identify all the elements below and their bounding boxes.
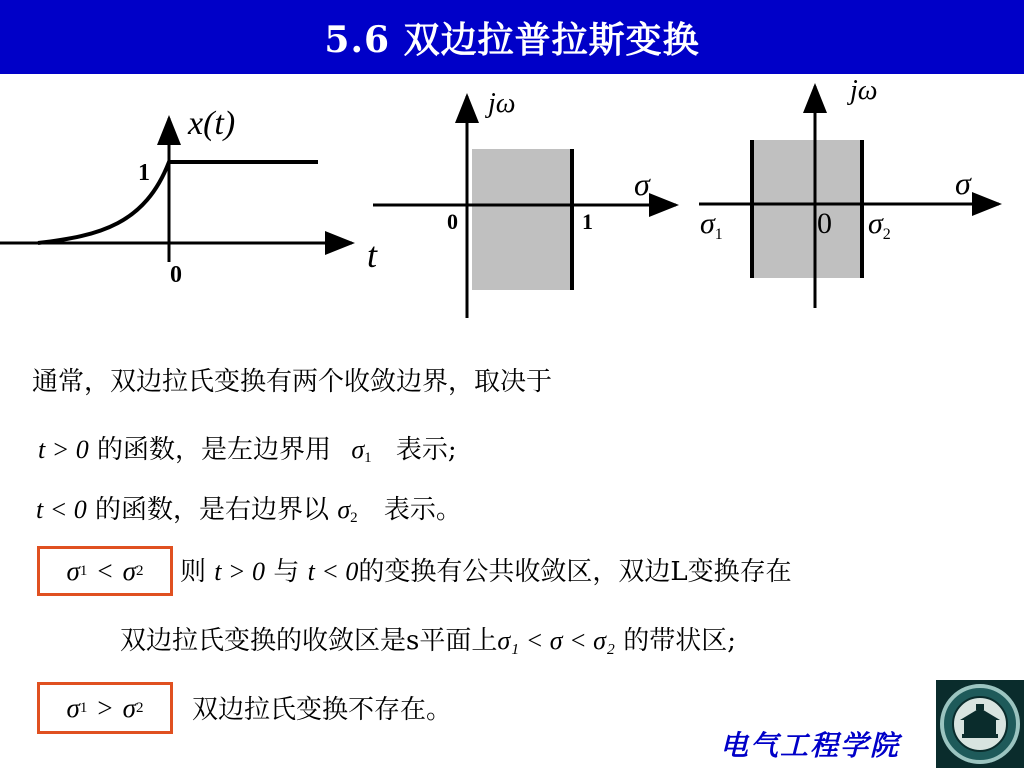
roc-strip-h-label: σ: [955, 165, 971, 201]
line3-text-a: 的函数，是右边界以: [95, 495, 330, 525]
line4-cond1: t > 0: [214, 557, 266, 586]
footer-label: 电气工程学院: [720, 729, 901, 762]
line3-sym-sub: 2: [350, 510, 358, 526]
roc-strip-origin: 0: [817, 207, 832, 240]
title-bar: [0, 0, 1024, 74]
line2-text-b: 表示;: [395, 435, 457, 465]
box2-a: σ: [66, 692, 80, 723]
box2-b-sub: 2: [135, 699, 144, 716]
box2-a-sub: 1: [79, 699, 88, 716]
text-line-5: [120, 625, 736, 657]
box1-op: <: [97, 555, 113, 586]
condition-box-lt: [37, 546, 173, 596]
line4-cond2: t < 0: [307, 557, 359, 586]
line2-sym: [351, 435, 371, 464]
line4-then: 则: [180, 557, 207, 587]
box1-b-sub: 2: [135, 562, 144, 579]
box1-a-sub: 1: [79, 562, 88, 579]
line2-cond: t > 0: [38, 435, 89, 464]
line2-sym-sub: 1: [364, 450, 372, 466]
text-line-3: [36, 494, 462, 534]
roc-right-h-label: σ: [634, 166, 650, 202]
roc-strip-left-sym: σ: [700, 207, 715, 240]
signal-x-label: t: [367, 235, 378, 275]
signal-y-label: x(t): [188, 105, 236, 142]
text-line-6: 双边拉氏变换不存在。: [192, 695, 453, 725]
roc-strip-right-bound: [868, 207, 891, 243]
box2-b: σ: [122, 692, 136, 723]
signal-curve: [38, 162, 318, 243]
line5-text-a: 双边拉氏变换的收敛区是s平面上: [120, 626, 498, 656]
line3-cond: t < 0: [36, 495, 87, 524]
line4-and: 与: [273, 557, 300, 587]
line2-text-a: 的函数，是左边界用: [97, 435, 332, 465]
roc-right-origin: 0: [447, 209, 458, 234]
figures: [0, 74, 1024, 344]
line3-text-b: 表示。: [383, 495, 462, 525]
roc-right-plot: [373, 88, 676, 318]
roc-strip-v-label: jω: [850, 75, 878, 106]
line5-text-b: 的带状区;: [623, 626, 737, 656]
signal-level-label: 1: [138, 160, 150, 186]
line4-rest: 的变换有公共收敛区，双边L变换存在: [358, 557, 792, 587]
box2-op: >: [97, 692, 113, 723]
roc-strip-region: [752, 140, 862, 278]
logo-emblem: [936, 680, 1024, 768]
roc-strip-left-bound: [700, 207, 723, 243]
roc-strip-right-sub: 2: [882, 226, 891, 243]
signal-origin-label: 0: [170, 262, 182, 288]
line2-sym-main: σ: [351, 435, 365, 464]
roc-strip-left-sub: 1: [714, 226, 723, 243]
roc-right-region: [472, 149, 572, 290]
roc-right-v-label: jω: [488, 88, 516, 119]
text-line-2: [38, 434, 457, 474]
roc-strip-right-sym: σ: [868, 207, 883, 240]
roc-right-bound: 1: [582, 209, 593, 234]
university-logo: [936, 680, 1024, 768]
line3-sym: [337, 495, 357, 524]
box1-b: σ: [122, 555, 136, 586]
line3-sym-main: σ: [337, 495, 351, 524]
line5-expr: σ₁ < σ < σ₂: [497, 626, 615, 655]
box1-a: σ: [66, 555, 80, 586]
text-line-1: 通常，双边拉氏变换有两个收敛边界，取决于: [32, 367, 553, 397]
condition-box-gt: [37, 682, 173, 734]
roc-strip-plot: [699, 75, 999, 308]
page-title: 5.6 双边拉普拉斯变换: [324, 18, 700, 61]
signal-plot: [0, 105, 378, 288]
text-line-4: [180, 556, 792, 588]
